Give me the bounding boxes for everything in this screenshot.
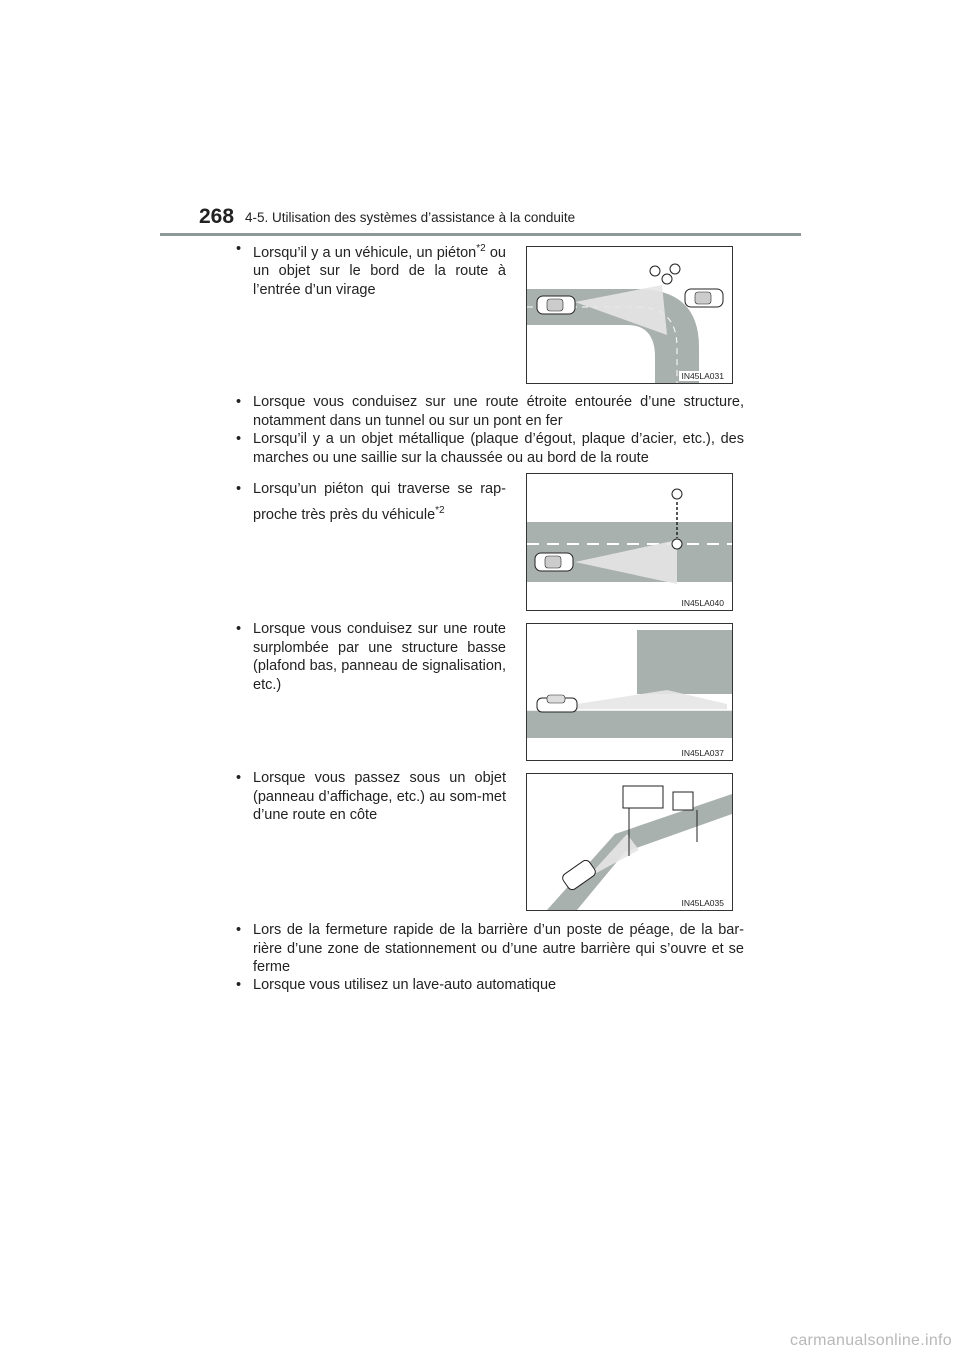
bullet-dot: • (236, 241, 242, 257)
figure-hill-sign (526, 773, 733, 911)
curve-road-illustration (527, 247, 732, 383)
figure-low-structure (526, 623, 733, 761)
bullet-dot: • (236, 431, 242, 447)
page-number: 268 (199, 205, 235, 228)
section-title: 4-5. Utilisation des systèmes d’assistance à la conduite (245, 210, 576, 225)
figure-pedestrian-crossing (526, 473, 733, 611)
footnote-ref: *2 (435, 505, 445, 516)
bullet-dot: • (236, 770, 242, 786)
low-structure-illustration (527, 624, 732, 760)
list-item (236, 620, 506, 694)
list-item (236, 976, 744, 995)
list-item (236, 240, 506, 299)
bullet-dot: • (236, 922, 242, 938)
footnote-ref: *2 (476, 243, 486, 254)
bullet-dot: • (236, 621, 242, 637)
header-divider (160, 233, 801, 236)
list-item-text: Lors de la fermeture rapide de la barrière d’un poste de péage, de la bar-rière d’une zone de stationnement ou d’une autre barrière qui s’ouvre et se ferme (253, 922, 744, 975)
figure-curve-road (526, 246, 733, 384)
list-item (236, 921, 744, 977)
figure-code: IN45LA031 (681, 371, 724, 381)
list-item (236, 393, 744, 430)
list-item-text: Lorsque vous conduisez sur une route surplombée par une structure basse (plafond bas, panneau de signalisation, etc.) (253, 621, 506, 693)
list-item (236, 478, 506, 526)
bullet-dot: • (236, 977, 242, 993)
list-item-text: Lorsqu’un piéton qui traverse se rap-proche très près du véhicule$^{*2}$ (253, 481, 506, 523)
watermark: carmanualsonline.info (790, 1332, 952, 1349)
bullet-dot: • (236, 481, 242, 497)
hill-sign-illustration (527, 774, 732, 910)
list-item-text: Lorsque vous passez sous un objet (panneau d’affichage, etc.) au som-met d’une route en côte (253, 770, 506, 823)
list-item-text: Lorsque vous conduisez sur une route étroite entourée d’une structure, notamment dans un tunnel ou sur un pont en fer (253, 394, 744, 429)
bullet-dot: • (236, 394, 242, 410)
figure-code: IN45LA040 (681, 598, 724, 608)
list-item (236, 769, 506, 825)
figure-code: IN45LA035 (681, 898, 724, 908)
list-item-text: Lorsqu’il y a un objet métallique (plaque d’égout, plaque d’acier, etc.), des marches ou une saillie sur la chaussée ou au bord de la route (253, 431, 744, 466)
list-item-text: Lorsque vous utilisez un lave-auto automatique (253, 977, 557, 993)
list-item (236, 430, 744, 467)
figure-code: IN45LA037 (681, 748, 724, 758)
pedestrian-crossing-illustration (527, 474, 732, 610)
list-item-text: Lorsqu’il y a un véhicule, un piéton$^{*2}$ ou un objet sur le bord de la route à l’entrée d’un virage (253, 243, 506, 298)
